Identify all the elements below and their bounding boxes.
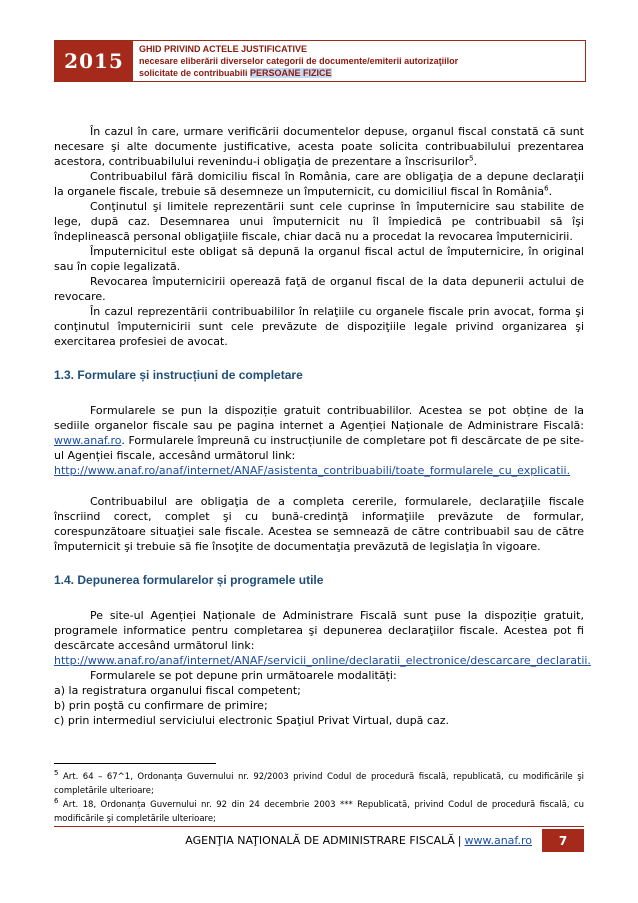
- footnote-ref-5[interactable]: 5: [469, 154, 474, 163]
- footnotes: [54, 770, 584, 826]
- paragraph-non-resident-text: Contribuabilul fără domiciliu fiscal în România, care are obligaţia de a depune declaraţii la organele fiscale, trebuie să desemneze un împuternicit, cu domiciliul fiscal în România: [54, 170, 584, 198]
- paragraph-forms-text-2: . Formularele împreună cu instrucțiunile de completare pot fi descărcate de pe site-ul Agenției fiscale, accesând următorul link:: [54, 434, 584, 462]
- forms-url-link[interactable]: http://www.anaf.ro/anaf/internet/ANAF/asistenta_contribuabili/toate_formularele_cu_explicatii.: [54, 464, 571, 477]
- punctuation: .: [473, 155, 478, 168]
- section-heading-1-3: 1.3. Formulare și instrucțiuni de completare: [54, 368, 303, 382]
- year-badge: 2015: [55, 41, 133, 81]
- section-heading-1-4: 1.4. Depunerea formularelor și programele utile: [54, 573, 324, 587]
- header-line-3: [139, 67, 458, 79]
- paragraph-documents: [54, 124, 584, 169]
- list-item-spv: c) prin intermediul serviciului electronic Spaţiul Privat Virtual, după caz.: [54, 714, 449, 727]
- header-line-3-text: solicitate de contribuabili: [139, 68, 251, 78]
- anaf-link[interactable]: www.anaf.ro: [54, 434, 122, 447]
- paragraph-revocation: Revocarea împuternicirii operează faţă de organul fiscal de la data depunerii actului de revocare.: [54, 275, 584, 303]
- paragraph-lawyer: În cazul reprezentării contribuabililor în relaţiile cu organele fiscale prin avocat, forma şi conţinutul împuternicirii sunt cele prevăzute de dispoziţiile legale privind organizarea şi exercitarea profesiei de avocat.: [54, 305, 584, 348]
- footer-website-link[interactable]: www.anaf.ro: [464, 834, 532, 847]
- paragraph-non-resident: [54, 169, 584, 199]
- footer-divider: [54, 826, 584, 827]
- footnote-6: [54, 798, 584, 826]
- paragraph-documents-text: În cazul în care, urmare verificării documentelor depuse, organul fiscal constată că sunt necesare şi alte documente justificative, acesta poate solicita contribuabilului prezentarea acestora, contribuabilului revenindu-i obligaţia de prezentare a înscrisurilor: [54, 125, 584, 168]
- list-item-post: b) prin poştă cu confirmare de primire;: [54, 699, 268, 712]
- footnote-ref-6[interactable]: 6: [544, 184, 549, 193]
- programs-url-link[interactable]: http://www.anaf.ro/anaf/internet/ANAF/servicii_online/declaratii_electronice/descarcare_declaratii.: [54, 654, 591, 667]
- page-header: [54, 40, 586, 82]
- page-content: [54, 124, 591, 728]
- header-title: [133, 41, 458, 81]
- paragraph-programs-text: Pe site-ul Agenției Naționale de Administrare Fiscală sunt puse la dispoziție gratuit, programele informatice pentru completarea şi depunerea declaraţiilor fiscale. Acestea pot fi descărcate accesând următorul link:: [54, 609, 584, 652]
- footnote-5-text: Art. 64 – 67^1, Ordonanța Guvernului nr. 92/2003 privind Codul de procedură fiscală, republicată, cu modificările şi completările ulterioare;: [54, 772, 584, 796]
- list-item-registry: a) la registratura organului fiscal competent;: [54, 684, 301, 697]
- page-footer: [54, 829, 584, 852]
- paragraph-representation: Conţinutul şi limitele reprezentării sunt cele cuprinse în împuternicire sau stabilite de lege, după caz. Desemnarea unui împuternicit nu îl împiedică pe contribuabil să îşi îndeplinească personal obligaţiile fiscale, chiar dacă nu a procedat la revocarea împuternicirii.: [54, 200, 584, 243]
- footnote-5: [54, 770, 584, 798]
- footnote-5-number: 5: [54, 769, 59, 778]
- paragraph-modalities: Formularele se pot depune prin următoarele modalități:: [90, 669, 397, 682]
- footer-agency: AGENŢIA NAŢIONALĂ DE ADMINISTRARE FISCALĂ: [185, 834, 455, 847]
- paragraph-programs: [54, 608, 591, 668]
- footnote-6-number: 6: [54, 797, 59, 806]
- paragraph-obligation: Contribuabilul are obligaţia de a completa cererile, formularele, declaraţiile fiscale înscriind corect, complet şi cu bună-credinţă informaţiile prevăzute de formular, corespunzătoare situaţiei sale fiscale. Acestea se semnează de către contribuabil sau de către împuternicit şi trebuie să fie însoţite de documentaţia prevăzută de legislaţia în vigoare.: [54, 495, 584, 553]
- footnote-6-text: Art. 18, Ordonanța Guvernului nr. 92 din 24 decembrie 2003 *** Republicată, privind Codul de procedură fiscală, cu modificările şi completările ulterioare;: [54, 800, 584, 824]
- paragraph-forms-text: Formularele se pun la dispoziție gratuit contribuabililor. Acestea se pot obține de la sediile organelor fiscale sau pe pagina internet a Agenției Naționale de Administrare Fiscală:: [54, 404, 584, 432]
- paragraph-forms: [54, 403, 584, 478]
- paragraph-mandate-submission: Împuternicitul este obligat să depună la organul fiscal actul de împuternicire, în original sau în copie legalizată.: [54, 245, 584, 273]
- header-highlight: PERSOANE FIZICE: [250, 68, 332, 78]
- footnote-separator: [54, 763, 216, 764]
- header-line-2: necesare eliberării diverselor categorii de documente/emiterii autorizaţiilor: [139, 56, 459, 66]
- page-number: 7: [542, 829, 584, 852]
- footer-separator: |: [457, 834, 462, 847]
- punctuation: .: [548, 185, 553, 198]
- header-line-1: GHID PRIVIND ACTELE JUSTIFICATIVE: [139, 44, 308, 54]
